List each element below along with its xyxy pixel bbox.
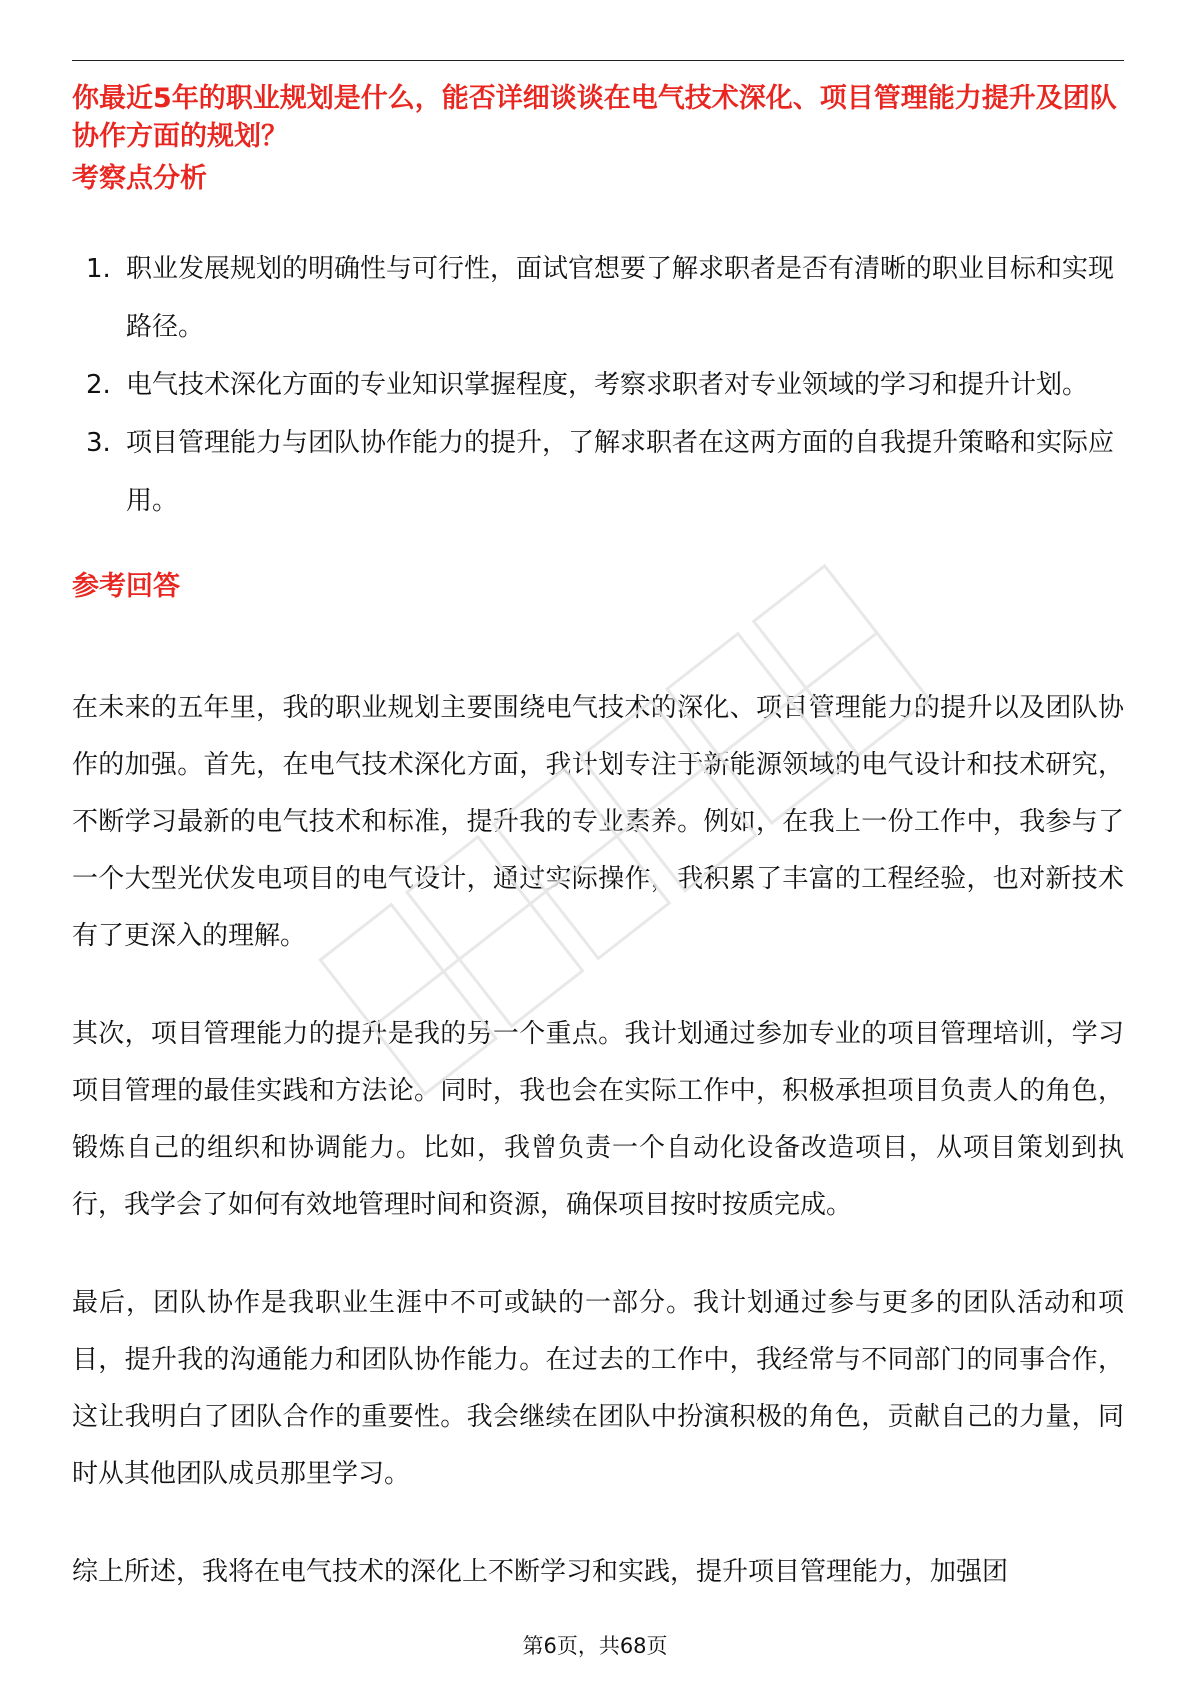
answer-paragraph: 最后，团队协作是我职业生涯中不可或缺的一部分。我计划通过参与更多的团队活动和项目，提升我的沟通能力和团队协作能力。在过去的工作中，我经常与不同部门的同事合作，这让我明白了团队合作的重要性。我会继续在团队中扮演积极的角色，贡献自己的力量，同时从其他团队成员那里学习。 <box>72 1288 1124 1489</box>
analysis-list <box>72 240 1124 530</box>
answer-paragraph: 其次，项目管理能力的提升是我的另一个重点。我计划通过参加专业的项目管理培训，学习项目管理的最佳实践和方法论。同时，我也会在实际工作中，积极承担项目负责人的角色，锻炼自己的组织和协调能力。比如，我曾负责一个自动化设备改造项目，从项目策划到执行，我学会了如何有效地管理时间和资源，确保项目按时按质完成。 <box>72 1019 1124 1220</box>
analysis-item <box>72 240 1124 356</box>
page-footer: 第6页，共68页 <box>522 1634 668 1658</box>
analysis-item-text: 职业发展规划的明确性与可行性，面试官想要了解求职者是否有清晰的职业目标和实现路径。 <box>126 254 1115 342</box>
analysis-item-number: 3. <box>86 428 111 458</box>
analysis-item <box>72 356 1124 414</box>
answer-body <box>72 680 1124 1642</box>
answer-paragraph: 在未来的五年里，我的职业规划主要围绕电气技术的深化、项目管理能力的提升以及团队协作的加强。首先，在电气技术深化方面，我计划专注于新能源领域的电气设计和技术研究，不断学习最新的电气技术和标准，提升我的专业素养。例如，在我上一份工作中，我参与了一个大型光伏发电项目的电气设计，通过实际操作，我积累了丰富的工程经验，也对新技术有了更深入的理解。 <box>72 693 1124 951</box>
analysis-item-text: 电气技术深化方面的专业知识掌握程度，考察求职者对专业领域的学习和提升计划。 <box>126 370 1089 400</box>
question-title: 你最近5年的职业规划是什么，能否详细谈谈在电气技术深化、项目管理能力提升及团队协作方面的规划？ <box>72 83 1117 152</box>
analysis-item-number: 1. <box>86 254 111 284</box>
analysis-item <box>72 414 1124 530</box>
top-divider <box>72 60 1124 61</box>
analysis-heading: 考察点分析 <box>72 163 207 194</box>
analysis-item-text: 项目管理能力与团队协作能力的提升，了解求职者在这两方面的自我提升策略和实际应用。 <box>126 428 1115 516</box>
analysis-item-number: 2. <box>86 370 111 400</box>
answer-heading: 参考回答 <box>72 571 180 602</box>
answer-paragraph: 综上所述，我将在电气技术的深化上不断学习和实践，提升项目管理能力，加强团 <box>72 1557 1009 1587</box>
